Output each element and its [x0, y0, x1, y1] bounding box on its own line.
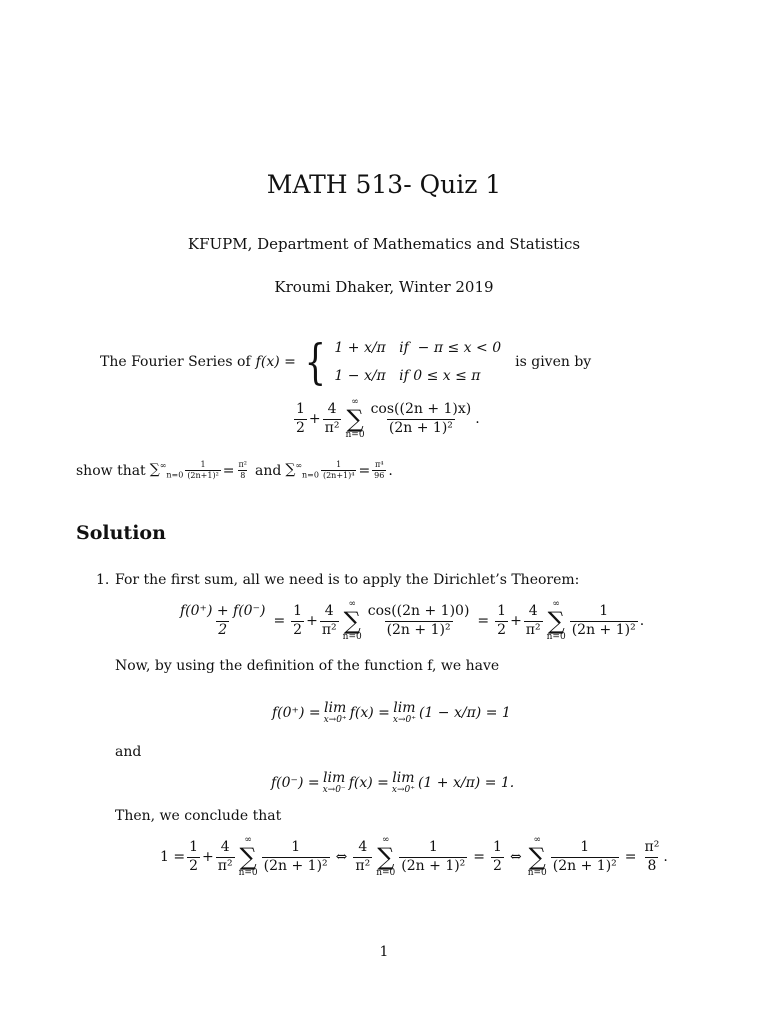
item-number: 1. [96, 572, 110, 588]
and-text: and [115, 744, 142, 760]
dirichlet-equation: $\frac{f(0^+) + f(0^-)}{2}$ = $\frac{1}{2}$ + $\frac{4}{\text{π²}}$ ∞ ∑ n=0 $\frac{\cos((2n + 1)0)}{\text{(2n + 1)²}}$ = $\frac{1}{2}$ + $\frac{4}{\text{π²}}$ ∞ ∑ n=0 $\frac{1}{\text{(2n + 1)²}}$ . [180, 599, 645, 642]
now-text: Now, by using the definition of the function f, we have [115, 658, 500, 674]
cases-brace: { [304, 334, 326, 390]
summation-sign: ∞ ∑ n=0 [345, 397, 365, 440]
author-line: Kroumi Dhaker, Winter 2019 [274, 278, 494, 296]
limit-right-equation: f(0⁺) = lim x→0⁺ f(x) = lim x→0⁺ (1 − x/π) = 1 [272, 700, 511, 725]
problem-tail: is given by [515, 354, 592, 370]
case-2: 1 − x/π if 0 ≤ x ≤ π [334, 368, 481, 384]
page-title: MATH 513- Quiz 1 [266, 170, 502, 199]
show-that-line: show that $\sum^\infty_{n=0}$ $\frac{1}{\text{(2n+1)²}}$ = $\frac{\text{π²}}{8}$ and $\sum^\infty_{n=0}$ $\frac{1}{\text{(2n+1)⁴}}$ = $\frac{\text{π⁴}}{96}$ . [76, 460, 393, 480]
item-text: For the first sum, all we need is to apply the Dirichlet’s Theorem: [115, 572, 580, 588]
department-line: KFUPM, Department of Mathematics and Statistics [187, 235, 581, 253]
case-1: 1 + x/π if − π ≤ x < 0 [334, 340, 502, 356]
problem-lead: The Fourier Series of [100, 354, 251, 370]
page-number: 1 [379, 944, 389, 960]
conclude-text: Then, we conclude that [115, 808, 282, 824]
fourier-series-equation: $\frac{1}{2}$ + $\frac{4}{\text{π²}}$ ∞ ∑ n=0 $\frac{\cos((2n + 1)x)}{\text{(2n + 1)²}}$ . [296, 397, 480, 440]
solution-heading: Solution [76, 522, 166, 544]
piecewise-cases [334, 334, 501, 390]
problem-fx: f(x) = [255, 354, 296, 370]
limit-left-equation: f(0⁻) = lim x→0⁻ f(x) = lim x→0⁺ (1 + x/π) = 1. [271, 770, 515, 795]
conclusion-equation: 1 = $\frac{1}{2}$ + $\frac{4}{\text{π²}}$ ∞ ∑ n=0 $\frac{1}{\text{(2n + 1)²}}$ ⇔ $\frac{4}{\text{π²}}$ ∞ ∑ n=0 $\frac{1}{\text{(2n + 1)²}}$ = $\frac{1}{2}$ ⇔ ∞ ∑ n=0 $\frac{1}{\text{(2n + 1)²}}$ = $\frac{\text{π²}}{8}$ . [160, 835, 668, 878]
problem-statement [100, 330, 591, 394]
